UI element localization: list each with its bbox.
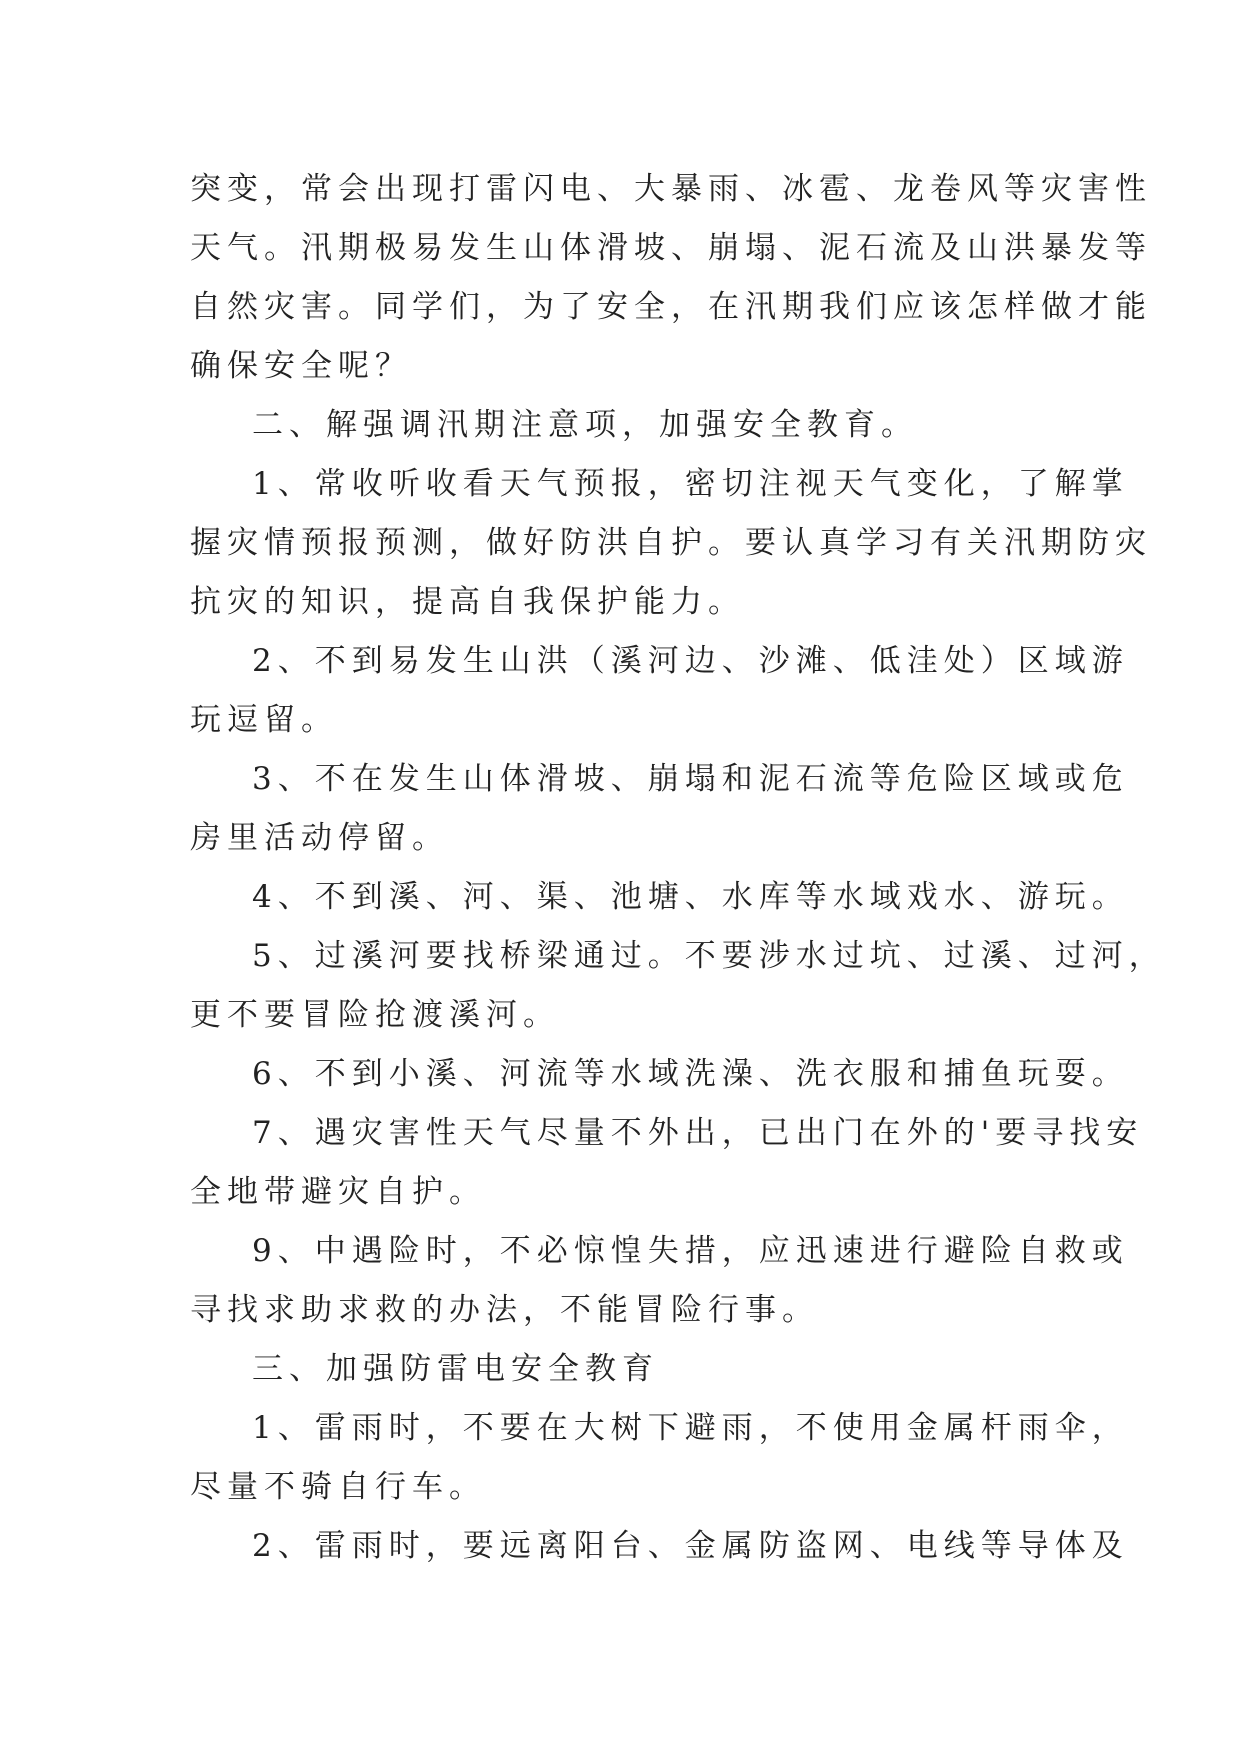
text-line: 1、常收听收看天气预报，密切注视天气变化，了解掌 bbox=[252, 466, 1129, 502]
text-line: 抗灾的知识，提高自我保护能力。 bbox=[190, 584, 745, 620]
text-line: 自然灾害。同学们，为了安全，在汛期我们应该怎样做才能 bbox=[190, 289, 1152, 325]
text-line: 6、不到小溪、河流等水域洗澡、洗衣服和捕鱼玩耍。 bbox=[252, 1056, 1129, 1092]
section-heading: 二、解强调汛期注意项，加强安全教育。 bbox=[252, 407, 918, 443]
text-line: 1、雷雨时，不要在大树下避雨，不使用金属杆雨伞， bbox=[252, 1410, 1129, 1446]
section-heading: 三、加强防雷电安全教育 bbox=[252, 1351, 659, 1387]
text-line: 全地带避灾自护。 bbox=[190, 1174, 486, 1210]
text-line: 突变，常会出现打雷闪电、大暴雨、冰雹、龙卷风等灾害性 bbox=[190, 171, 1152, 207]
text-line: 寻找求助求救的办法，不能冒险行事。 bbox=[190, 1292, 819, 1328]
text-line: 房里活动停留。 bbox=[190, 820, 449, 856]
text-line: 天气。汛期极易发生山体滑坡、崩塌、泥石流及山洪暴发等 bbox=[190, 230, 1152, 266]
text-line: 5、过溪河要找桥梁通过。不要涉水过坑、过溪、过河， bbox=[252, 938, 1166, 974]
text-line: 2、雷雨时，要远离阳台、金属防盗网、电线等导体及 bbox=[252, 1528, 1129, 1564]
text-line: 7、遇灾害性天气尽量不外出，已出门在外的'要寻找安 bbox=[252, 1115, 1144, 1151]
text-line: 尽量不骑自行车。 bbox=[190, 1469, 486, 1505]
text-line: 9、中遇险时，不必惊惶失措，应迅速进行避险自救或 bbox=[252, 1233, 1129, 1269]
text-line: 更不要冒险抢渡溪河。 bbox=[190, 997, 560, 1033]
text-line: 4、不到溪、河、渠、池塘、水库等水域戏水、游玩。 bbox=[252, 879, 1129, 915]
text-line: 握灾情预报预测，做好防洪自护。要认真学习有关汛期防灾 bbox=[190, 525, 1152, 561]
text-line: 确保安全呢？ bbox=[190, 348, 412, 384]
text-line: 玩逗留。 bbox=[190, 702, 338, 738]
document-page bbox=[190, 160, 1166, 1576]
text-line: 2、不到易发生山洪（溪河边、沙滩、低洼处）区域游 bbox=[252, 643, 1129, 679]
text-line: 3、不在发生山体滑坡、崩塌和泥石流等危险区域或危 bbox=[252, 761, 1129, 797]
